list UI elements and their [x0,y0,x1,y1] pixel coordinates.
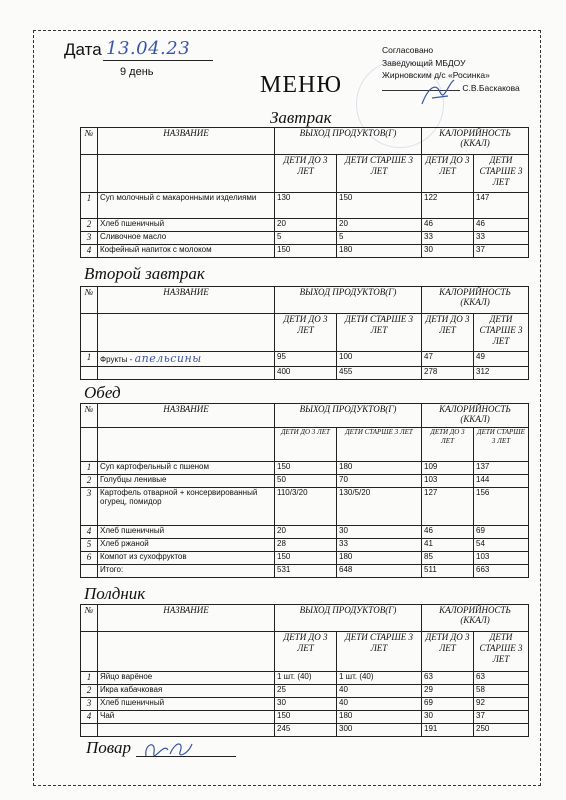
dish-name [98,367,275,380]
breakfast-table [80,127,529,258]
table-row [81,672,529,685]
row-num: 3 [81,698,98,711]
output-under3: 95 [275,352,337,367]
cal-under3: 30 [422,711,474,724]
cal-over3: 37 [474,711,529,724]
col-under3: ДЕТИ ДО 3 ЛЕТ [422,428,474,462]
col-under3: ДЕТИ ДО 3 ЛЕТ [275,632,337,672]
cal-over3: 312 [474,367,529,380]
table-row [81,232,529,245]
col-under3: ДЕТИ ДО 3 ЛЕТ [275,314,337,352]
col-under3: ДЕТИ ДО 3 ЛЕТ [275,155,337,193]
cal-under3: 127 [422,488,474,526]
section-title-breakfast: Завтрак [270,108,332,127]
col-calories: КАЛОРИЙНОСТЬ (ККАЛ) [422,404,529,428]
output-under3: 5 [275,232,337,245]
cal-over3: 144 [474,475,529,488]
output-over3: 180 [337,245,422,258]
table-row-total [81,724,529,737]
output-under3: 150 [275,245,337,258]
dish-name: Суп картофельный с пшеном [98,462,275,475]
col-over3: ДЕТИ СТАРШЕ 3 ЛЕТ [474,314,529,352]
output-over3: 648 [337,565,422,578]
table-row [81,539,529,552]
approver-name: С.В.Баскакова [462,82,520,93]
cal-over3: 92 [474,698,529,711]
output-under3: 150 [275,711,337,724]
cal-under3: 85 [422,552,474,565]
col-name: НАЗВАНИЕ [98,287,275,314]
dish-name: Яйцо варёное [98,672,275,685]
col-calories: КАЛОРИЙНОСТЬ (ККАЛ) [422,128,529,155]
cal-under3: 29 [422,685,474,698]
col-num: № [81,128,98,155]
table-row [81,552,529,565]
snack-table [80,604,529,737]
output-under3: 25 [275,685,337,698]
table-row-total [81,565,529,578]
output-over3: 70 [337,475,422,488]
col-output: ВЫХОД ПРОДУКТОВ(Г) [275,128,422,155]
col-over3: ДЕТИ СТАРШЕ 3 ЛЕТ [337,428,422,462]
approve-line-3: Жирновским д/с «Росинка» [382,70,490,80]
cal-over3: 63 [474,672,529,685]
cal-over3: 37 [474,245,529,258]
cal-over3: 46 [474,219,529,232]
output-under3: 245 [275,724,337,737]
row-num: 1 [81,462,98,475]
output-under3: 1 шт. (40) [275,672,337,685]
cook-signature [140,736,196,762]
cal-under3: 30 [422,245,474,258]
col-name: НАЗВАНИЕ [98,404,275,428]
row-num [81,565,98,578]
cal-under3: 278 [422,367,474,380]
section-title-second-breakfast: Второй завтрак [84,264,205,283]
page-title: МЕНЮ [260,72,342,98]
cal-under3: 109 [422,462,474,475]
dish-name: Хлеб ржаной [98,539,275,552]
cal-under3: 47 [422,352,474,367]
dish-name [98,724,275,737]
cal-over3: 250 [474,724,529,737]
output-over3: 33 [337,539,422,552]
cal-under3: 33 [422,232,474,245]
output-under3: 50 [275,475,337,488]
lunch-table [80,403,529,578]
table-row [81,193,529,219]
row-num: 1 [81,193,98,219]
row-num: 1 [81,672,98,685]
row-num: 5 [81,539,98,552]
row-num [81,724,98,737]
table-row [81,488,529,526]
col-over3: ДЕТИ СТАРШЕ 3 ЛЕТ [337,314,422,352]
output-under3: 531 [275,565,337,578]
dish-name: Кофейный напиток с молоком [98,245,275,258]
output-under3: 150 [275,552,337,565]
table-row [81,698,529,711]
cal-under3: 191 [422,724,474,737]
col-num: № [81,404,98,428]
row-num: 2 [81,685,98,698]
dish-label: Фрукты - [100,355,133,364]
output-under3: 110/3/20 [275,488,337,526]
cal-under3: 63 [422,672,474,685]
col-num: № [81,287,98,314]
dish-name: Чай [98,711,275,724]
col-under3: ДЕТИ ДО 3 ЛЕТ [422,632,474,672]
row-num: 4 [81,245,98,258]
output-under3: 20 [275,526,337,539]
dish-name: Компот из сухофруктов [98,552,275,565]
output-over3: 150 [337,193,422,219]
output-over3: 130/5/20 [337,488,422,526]
dish-name: Хлеб пшеничный [98,526,275,539]
output-over3: 180 [337,462,422,475]
cal-under3: 46 [422,219,474,232]
col-output: ВЫХОД ПРОДУКТОВ(Г) [275,404,422,428]
cal-under3: 103 [422,475,474,488]
row-num: 2 [81,475,98,488]
cook-label: Повар [86,738,132,757]
output-over3: 300 [337,724,422,737]
output-over3: 40 [337,685,422,698]
dish-name: Икра кабачковая [98,685,275,698]
output-over3: 100 [337,352,422,367]
dish-name: Картофель отварной + консервированный огурец, помидор [98,488,275,526]
col-over3: ДЕТИ СТАРШЕ 3 ЛЕТ [337,632,422,672]
col-calories: КАЛОРИЙНОСТЬ (ККАЛ) [422,605,529,632]
col-output: ВЫХОД ПРОДУКТОВ(Г) [275,605,422,632]
output-over3: 20 [337,219,422,232]
cal-under3: 69 [422,698,474,711]
col-over3: ДЕТИ СТАРШЕ 3 ЛЕТ [474,428,529,462]
col-under3: ДЕТИ ДО 3 ЛЕТ [422,155,474,193]
output-under3: 30 [275,698,337,711]
col-under3: ДЕТИ ДО 3 ЛЕТ [422,314,474,352]
approve-line-1: Согласовано [382,45,434,55]
cal-over3: 69 [474,526,529,539]
output-under3: 400 [275,367,337,380]
cal-over3: 54 [474,539,529,552]
dish-name [98,352,275,367]
cal-over3: 58 [474,685,529,698]
dish-name: Хлеб пшеничный [98,698,275,711]
table-row [81,462,529,475]
col-name: НАЗВАНИЕ [98,605,275,632]
dish-name: Голубцы ленивые [98,475,275,488]
table-row [81,526,529,539]
table-row [81,219,529,232]
second-breakfast-table [80,286,529,380]
cal-over3: 103 [474,552,529,565]
row-num: 3 [81,488,98,526]
row-num [81,367,98,380]
output-over3: 455 [337,367,422,380]
row-num: 4 [81,711,98,724]
output-under3: 20 [275,219,337,232]
row-num: 2 [81,219,98,232]
cal-under3: 122 [422,193,474,219]
cal-over3: 33 [474,232,529,245]
row-num: 4 [81,526,98,539]
output-over3: 180 [337,552,422,565]
section-title-lunch: Обед [84,383,121,402]
col-over3: ДЕТИ СТАРШЕ 3 ЛЕТ [337,155,422,193]
total-label: Итого: [98,565,275,578]
col-over3: ДЕТИ СТАРШЕ 3 ЛЕТ [474,155,529,193]
signature-mark [418,78,458,108]
dish-name: Хлеб пшеничный [98,219,275,232]
date-value: 13.04.23 [106,38,191,59]
dish-name: Сливочное масло [98,232,275,245]
cal-under3: 41 [422,539,474,552]
cal-over3: 156 [474,488,529,526]
output-under3: 150 [275,462,337,475]
col-under3: ДЕТИ ДО 3 ЛЕТ [275,428,337,462]
col-output: ВЫХОД ПРОДУКТОВ(Г) [275,287,422,314]
cal-under3: 46 [422,526,474,539]
output-over3: 180 [337,711,422,724]
table-row [81,352,529,367]
output-over3: 1 шт. (40) [337,672,422,685]
output-over3: 40 [337,698,422,711]
output-over3: 30 [337,526,422,539]
date-label: Дата [64,40,102,59]
dish-name: Суп молочный с макаронными изделиями [98,193,275,219]
col-name: НАЗВАНИЕ [98,128,275,155]
output-under3: 130 [275,193,337,219]
date-underline [103,60,213,61]
output-under3: 28 [275,539,337,552]
day-number: 9 день [120,66,154,78]
row-num: 1 [81,352,98,367]
table-row [81,685,529,698]
cal-over3: 663 [474,565,529,578]
row-num: 6 [81,552,98,565]
table-row [81,711,529,724]
cal-over3: 147 [474,193,529,219]
output-over3: 5 [337,232,422,245]
section-title-snack: Полдник [84,584,146,603]
cal-over3: 49 [474,352,529,367]
col-num: № [81,605,98,632]
table-row [81,245,529,258]
table-row [81,475,529,488]
row-num: 3 [81,232,98,245]
handwritten-fruit: апельсины [134,352,202,365]
table-row [81,367,529,380]
col-over3: ДЕТИ СТАРШЕ 3 ЛЕТ [474,632,529,672]
col-calories: КАЛОРИЙНОСТЬ (ККАЛ) [422,287,529,314]
cal-over3: 137 [474,462,529,475]
approve-line-2: Заведующий МБДОУ [382,57,466,68]
cal-under3: 511 [422,565,474,578]
